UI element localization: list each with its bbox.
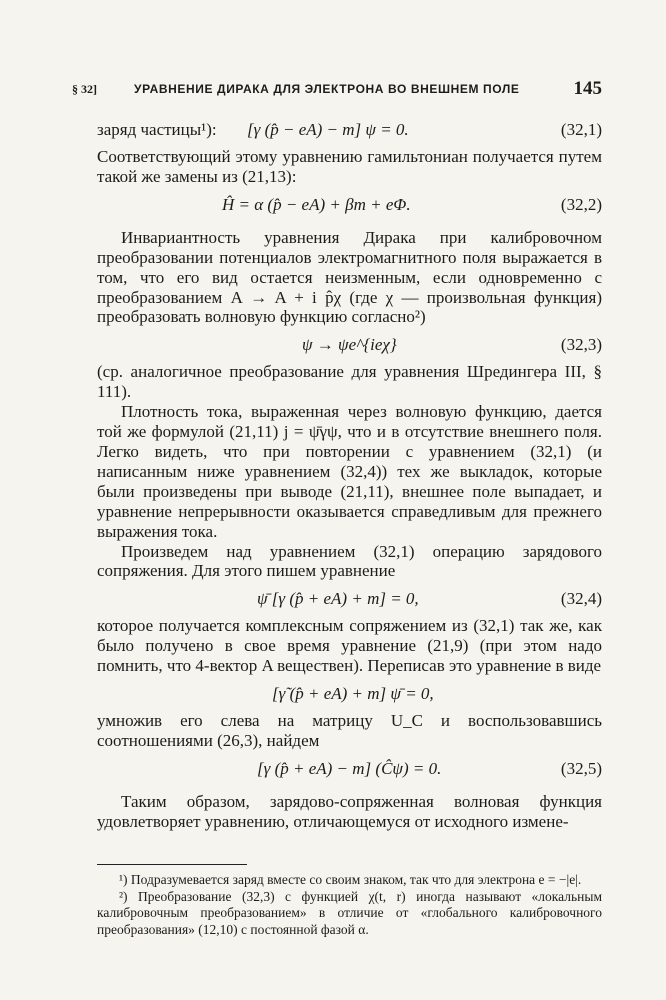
running-header (72, 78, 602, 102)
equation-expr: [γ (p̂ − eA) − m] ψ = 0. (247, 120, 409, 139)
paragraph-1: Соответствующий этому уравнению гамильтониан получается путем такой же замены из (21,13): (97, 147, 602, 186)
paragraph-3: (ср. аналогичное преобразование для уравнения Шредингера III, § 111). (97, 362, 602, 402)
header-section: § 32] (72, 82, 97, 96)
equation-number: (32,4) (560, 589, 602, 609)
paragraph-2: Инвариантность уравнения Дирака при калибровочном преобразовании потенциалов электромагнитного поля выражается в том, что его вид остается неизменным, если одновременно с преобразованием A → A + i p̂χ (где χ — произвольная функция) преобразовать волновую функцию согласно²) (97, 227, 602, 327)
equation-expr: ψ → ψe^{ieχ} (302, 335, 397, 355)
equation-expr: [γ (p̂ + eA) − m] (Ĉψ) = 0. (257, 758, 442, 778)
header-title: УРАВНЕНИЕ ДИРАКА ДЛЯ ЭЛЕКТРОНА ВО ВНЕШНЕМ ПОЛЕ (134, 82, 520, 96)
equation-32-3 (97, 327, 602, 362)
equation-32-2 (97, 187, 602, 222)
equation-number: (32,3) (560, 335, 602, 355)
paragraph-4: Плотность тока, выраженная через волновую функцию, дается той же формулой (21,11) j = ψ̄γψ, что и в отсутствие внешнего поля. Легко видеть, что при повторении с уравнением (32,1) (и написанным ниже уравнением (32,4)) тех же выкладок, которые были произведены при выводе (21,11), внешнее поле выпадает, и уравнение непрерывности оказывается справедливым для прежнего выражения тока. (97, 402, 602, 541)
equation-32-5 (97, 751, 602, 786)
paragraph-8: Таким образом, зарядово-сопряженная волновая функция удовлетворяет уравнению, отличающемуся от исходного измене- (97, 791, 602, 831)
equation-number: (32,2) (560, 194, 602, 214)
equation-expr: ψ̄ [γ (p̂ + eA) + m] = 0, (257, 589, 419, 609)
equation-number: (32,5) (560, 758, 602, 778)
paragraph-6: которое получается комплексным сопряжением из (32,1) так же, как было получено в свое время уравнение (21,9) (при этом надо помнить, что 4-вектор A веществен). Переписав это уравнение в виде (97, 616, 602, 676)
footnote-2: ²) Преобразование (32,3) с функцией χ(t, r) иногда называют «локальным калибровочным преобразованием» в отличие от «глобального калибровочного преобразования» (12,10) с постоянной фазой α. (97, 888, 602, 937)
footnote-rule (97, 864, 247, 865)
paragraph-5: Произведем над уравнением (32,1) операцию зарядового сопряжения. Для этого пишем уравнение (97, 541, 602, 581)
paragraph-7: умножив его слева на матрицу U_C и воспользовавшись соотношениями (26,3), найдем (97, 711, 602, 750)
footnotes (97, 872, 602, 938)
equation-number: (32,1) (560, 120, 602, 139)
footnote-1: ¹) Подразумевается заряд вместе со своим знаком, так что для электрона e = −|e|. (119, 872, 582, 887)
equation-32-4 (97, 581, 602, 616)
page-number: 145 (573, 78, 602, 99)
equation-expr: Ĥ = α (p̂ − eA) + βm + eΦ. (222, 194, 411, 214)
main-text (97, 112, 602, 832)
equation-lead-text: заряд частицы¹): (97, 120, 217, 139)
equation-unnumbered (97, 676, 602, 711)
equation-32-1 (97, 112, 602, 147)
equation-expr: [γ̃ (p̂ + eA) + m] ψ̄ = 0, (272, 684, 434, 704)
